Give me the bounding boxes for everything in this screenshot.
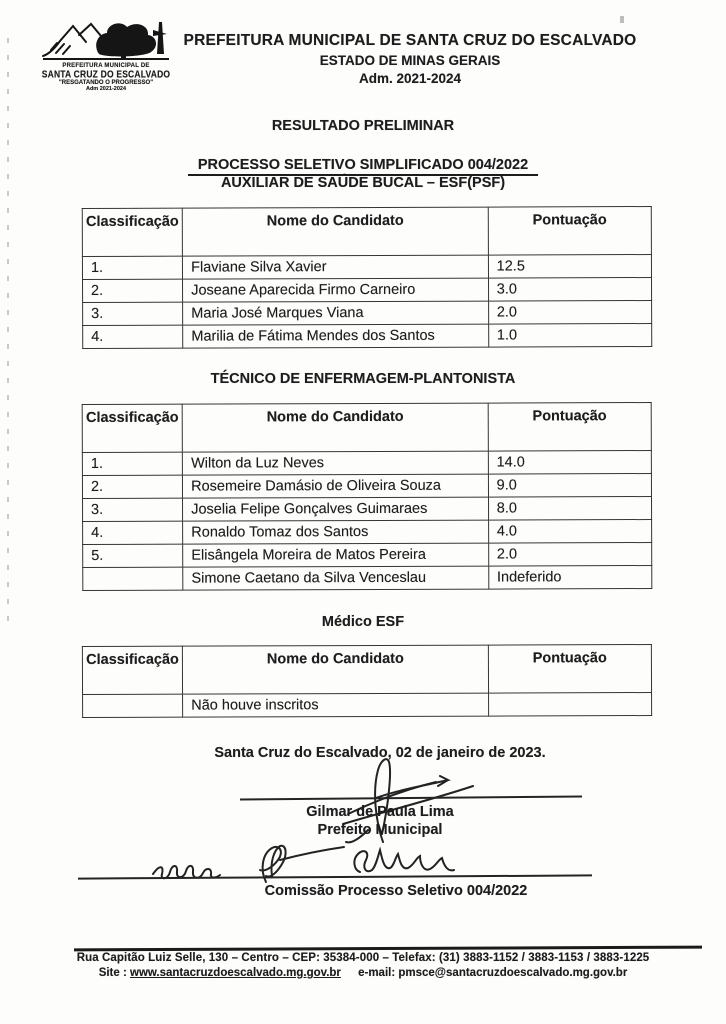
footer-rule <box>74 946 702 951</box>
rank-cell: 3. <box>83 302 183 325</box>
document-title-line2: PROCESSO SELETIVO SIMPLIFICADO 004/2022 <box>188 157 538 176</box>
rank-cell: 1. <box>82 452 182 475</box>
section-heading-medico-esf: Médico ESF <box>321 614 405 630</box>
document-title <box>0 118 726 176</box>
logo-text-line2: SANTA CRUZ DO ESCALVADO <box>41 68 171 80</box>
organization-name: PREFEITURA MUNICIPAL DE SANTA CRUZ DO ESCALVADO <box>183 32 637 49</box>
results-table-auxiliar-saude-bucal <box>82 206 652 349</box>
score-cell: 1.0 <box>488 324 651 348</box>
committee-label: Comissão Processo Seletivo 004/2022 <box>264 883 528 899</box>
document-title-line1: RESULTADO PRELIMINAR <box>271 118 455 134</box>
table-row <box>83 566 652 591</box>
column-header-pontuacao: Pontuação <box>488 207 651 256</box>
administration-period: Adm. 2021-2024 <box>358 71 462 86</box>
score-cell: 14.0 <box>488 451 651 475</box>
logo-text-line1: PREFEITURA MUNICIPAL DE <box>62 63 150 69</box>
organization-state: ESTADO DE MINAS GERAIS <box>319 53 501 68</box>
name-cell: Não houve inscritos <box>183 693 489 717</box>
results-table-medico-esf <box>82 644 652 718</box>
score-cell: 12.5 <box>488 255 651 279</box>
table-row <box>82 451 651 476</box>
signer-name: Gilmar de Paula Lima <box>306 804 454 820</box>
column-header-nome: Nome do Candidato <box>182 207 488 256</box>
site-label: Site : <box>98 967 127 979</box>
footer-address: Rua Capitão Luiz Selle, 130 – Centro – CEP: 35384-000 – Telefax: (31) 3883-1152 / 3883-1153 / 3883-1225 <box>76 952 650 964</box>
logo-text-line3: "RESGATANDO O PROGRESSO" <box>58 80 154 86</box>
score-cell: Indeferido <box>488 566 651 590</box>
name-cell: Marilia de Fátima Mendes dos Santos <box>183 324 489 348</box>
column-header-pontuacao: Pontuação <box>488 403 651 452</box>
table-row <box>83 301 652 326</box>
table-row <box>83 497 652 522</box>
rank-cell: 1. <box>82 256 182 279</box>
column-header-nome: Nome do Candidato <box>183 645 489 694</box>
name-cell: Wilton da Luz Neves <box>183 451 489 475</box>
footer-contacts <box>0 967 726 979</box>
column-header-nome: Nome do Candidato <box>182 403 488 452</box>
table-row <box>83 543 652 568</box>
table-row <box>83 693 652 718</box>
rank-cell <box>83 567 183 590</box>
letterhead <box>140 32 680 86</box>
table-header-row <box>82 645 651 695</box>
table-row <box>82 255 651 280</box>
scan-artifact-speck <box>620 16 624 23</box>
rank-cell: 2. <box>83 279 183 302</box>
column-header-pontuacao: Pontuação <box>488 645 651 694</box>
table-row <box>82 474 651 499</box>
column-header-classificacao: Classificação <box>82 646 182 694</box>
name-cell: Rosemeire Damásio de Oliveira Souza <box>183 474 489 498</box>
rank-cell <box>83 694 183 717</box>
site-url: www.santacruzdoescalvado.mg.gov.br <box>130 967 341 979</box>
name-cell: Simone Caetano da Silva Venceslau <box>183 566 489 590</box>
rank-cell: 2. <box>82 475 182 498</box>
email-address: e-mail: pmsce@santacruzdoescalvado.mg.gov.br <box>358 967 628 979</box>
name-cell: Ronaldo Tomaz dos Santos <box>183 520 489 544</box>
name-cell: Flaviane Silva Xavier <box>183 255 489 279</box>
logo-text-line4: Adm 2021-2024 <box>85 86 127 92</box>
date-line: Santa Cruz do Escalvado, 02 de janeiro de 2023. <box>214 745 546 761</box>
column-header-classificacao: Classificação <box>82 404 182 452</box>
signer-title: Prefeito Municipal <box>317 822 443 838</box>
footer <box>0 952 726 979</box>
name-cell: Joseane Aparecida Firmo Carneiro <box>183 278 489 302</box>
section-heading-tecnico-enfermagem: TÉCNICO DE ENFERMAGEM-PLANTONISTA <box>210 371 516 387</box>
score-cell <box>488 693 651 717</box>
score-cell: 2.0 <box>488 301 651 325</box>
table-header-row <box>82 403 651 453</box>
score-cell: 2.0 <box>488 543 651 567</box>
score-cell: 4.0 <box>488 520 651 544</box>
rank-cell: 3. <box>83 498 183 521</box>
results-table-tecnico-enfermagem <box>82 402 653 591</box>
name-cell: Elisângela Moreira de Matos Pereira <box>183 543 489 567</box>
score-cell: 3.0 <box>488 278 651 302</box>
score-cell: 8.0 <box>488 497 651 521</box>
table-row <box>83 520 652 545</box>
section-heading-auxiliar-saude-bucal: AUXILIAR DE SAÚDE BUCAL – ESF(PSF) <box>220 175 506 191</box>
score-cell: 9.0 <box>488 474 651 498</box>
table-row <box>83 278 652 303</box>
column-header-classificacao: Classificação <box>82 208 182 256</box>
rank-cell: 5. <box>83 544 183 567</box>
name-cell: Maria José Marques Viana <box>183 301 489 325</box>
table-row <box>83 324 652 349</box>
rank-cell: 4. <box>83 325 183 348</box>
table-header-row <box>82 207 651 257</box>
name-cell: Joselia Felipe Gonçalves Guimaraes <box>183 497 489 521</box>
rank-cell: 4. <box>83 521 183 544</box>
